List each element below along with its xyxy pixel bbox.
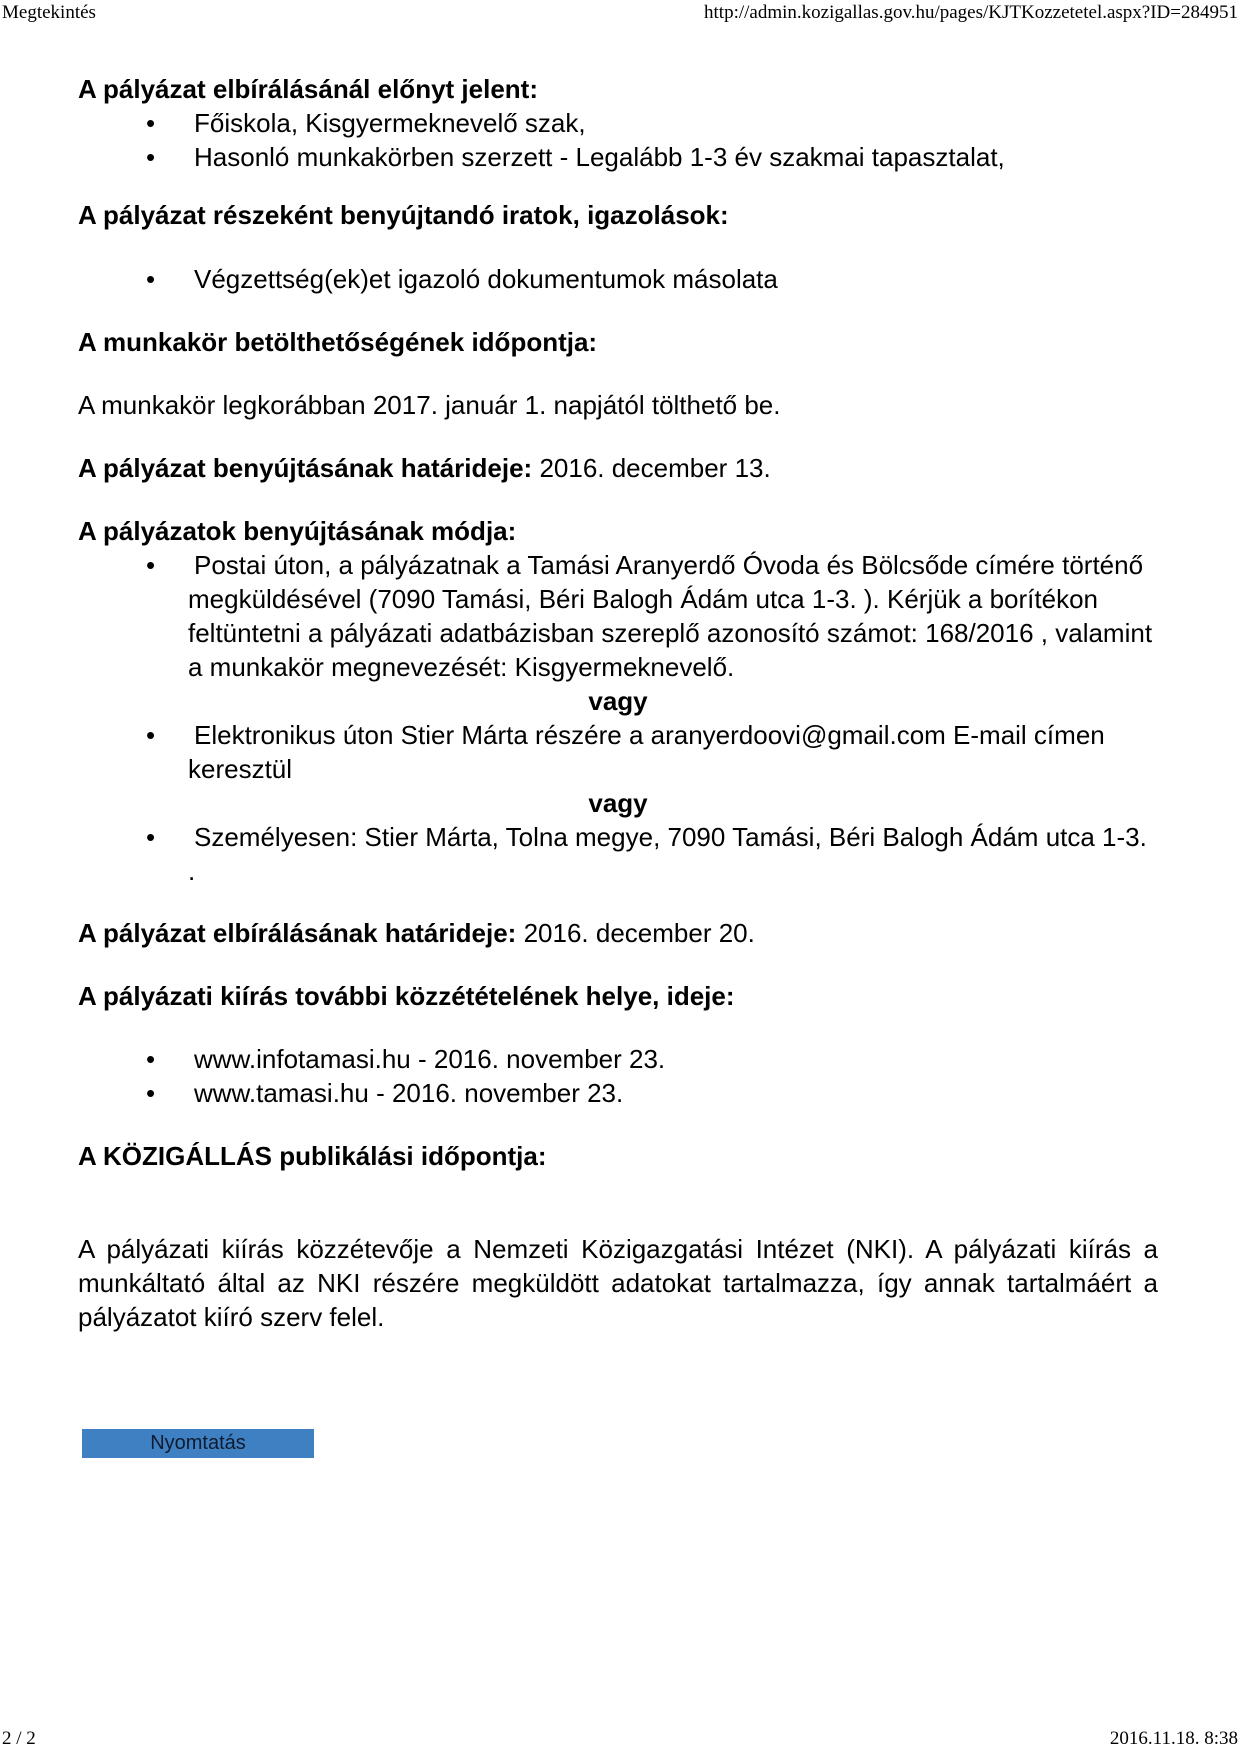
list-item-electronic: • Elektronikus úton Stier Márta részére a aranyerdoovi@gmail.com E-mail címen keresztül — [78, 718, 1158, 786]
page-number: 2 / 2 — [2, 1728, 36, 1749]
evaluation-deadline-value: 2016. december 20. — [523, 918, 755, 948]
further-publication-list — [78, 1042, 1158, 1110]
evaluation-deadline — [78, 916, 1158, 950]
documents-heading: A pályázat részeként benyújtandó iratok, igazolások: — [78, 200, 729, 230]
evaluation-deadline-label: A pályázat elbírálásának határideje: — [78, 918, 517, 948]
list-item: • Főiskola, Kisgyermeknevelő szak, — [78, 106, 1158, 140]
list-item: • Hasonló munkakörben szerzett - Legalább 1-3 év szakmai tapasztalat, — [78, 140, 1158, 174]
start-date-text: A munkakör legkorábban 2017. január 1. napjától tölthető be. — [78, 390, 781, 420]
kozigallas-publication-heading: A KÖZIGÁLLÁS publikálási időpontja: — [78, 1141, 547, 1171]
separator-vagy: vagy — [588, 788, 648, 818]
disclaimer-text: A pályázati kiírás közzétevője a Nemzeti Közigazgatási Intézet (NKI). A pályázati kiírás a munkáltató által az NKI részére megküldött adatokat tartalmazza, így annak tartalmáért a pályázatot kiíró szerv felel. — [78, 1234, 1158, 1332]
further-publication-heading: A pályázati kiírás további közzétételének helye, ideje: — [78, 981, 735, 1011]
list-item: • www.infotamasi.hu - 2016. november 23. — [78, 1042, 1158, 1076]
job-posting-content — [78, 72, 1158, 1334]
print-footer — [0, 1726, 1240, 1752]
print-button[interactable]: Nyomtatás — [82, 1429, 314, 1458]
submission-method-heading: A pályázatok benyújtásának módja: — [78, 516, 517, 546]
start-date-heading: A munkakör betölthetőségének időpontja: — [78, 327, 598, 357]
print-header-url: http://admin.kozigallas.gov.hu/pages/KJTKozzetetel.aspx?ID=284951 — [704, 2, 1238, 23]
list-item: • www.tamasi.hu - 2016. november 23. — [78, 1076, 1158, 1110]
submission-deadline-value: 2016. december 13. — [539, 453, 771, 483]
submission-deadline — [78, 451, 1158, 485]
list-item-personal: • Személyesen: Stier Márta, Tolna megye, 7090 Tamási, Béri Balogh Ádám utca 1-3. . — [78, 820, 1158, 888]
separator-vagy: vagy — [588, 686, 648, 716]
list-item-post: • Postai úton, a pályázatnak a Tamási Aranyerdő Óvoda és Bölcsőde címére történő megküldésével (7090 Tamási, Béri Balogh Ádám utca 1-3. ). Kérjük a borítékon feltüntetni a pályázati adatbázisban szereplő azonosító számot: 168/2016 , valamint a munkakör megnevezését: Kisgyermeknevelő. — [78, 548, 1158, 684]
list-item: • Végzettség(ek)et igazoló dokumentumok másolata — [78, 262, 1158, 296]
print-datetime: 2016.11.18. 8:38 — [1109, 1728, 1238, 1749]
advantage-heading: A pályázat elbírálásánál előnyt jelent: — [78, 74, 538, 104]
print-header — [0, 0, 1240, 26]
submission-deadline-label: A pályázat benyújtásának határideje: — [78, 453, 533, 483]
documents-list — [78, 262, 1158, 296]
advantage-list — [78, 106, 1158, 174]
print-header-title: Megtekintés — [2, 2, 96, 23]
submission-method-list — [78, 548, 1158, 888]
